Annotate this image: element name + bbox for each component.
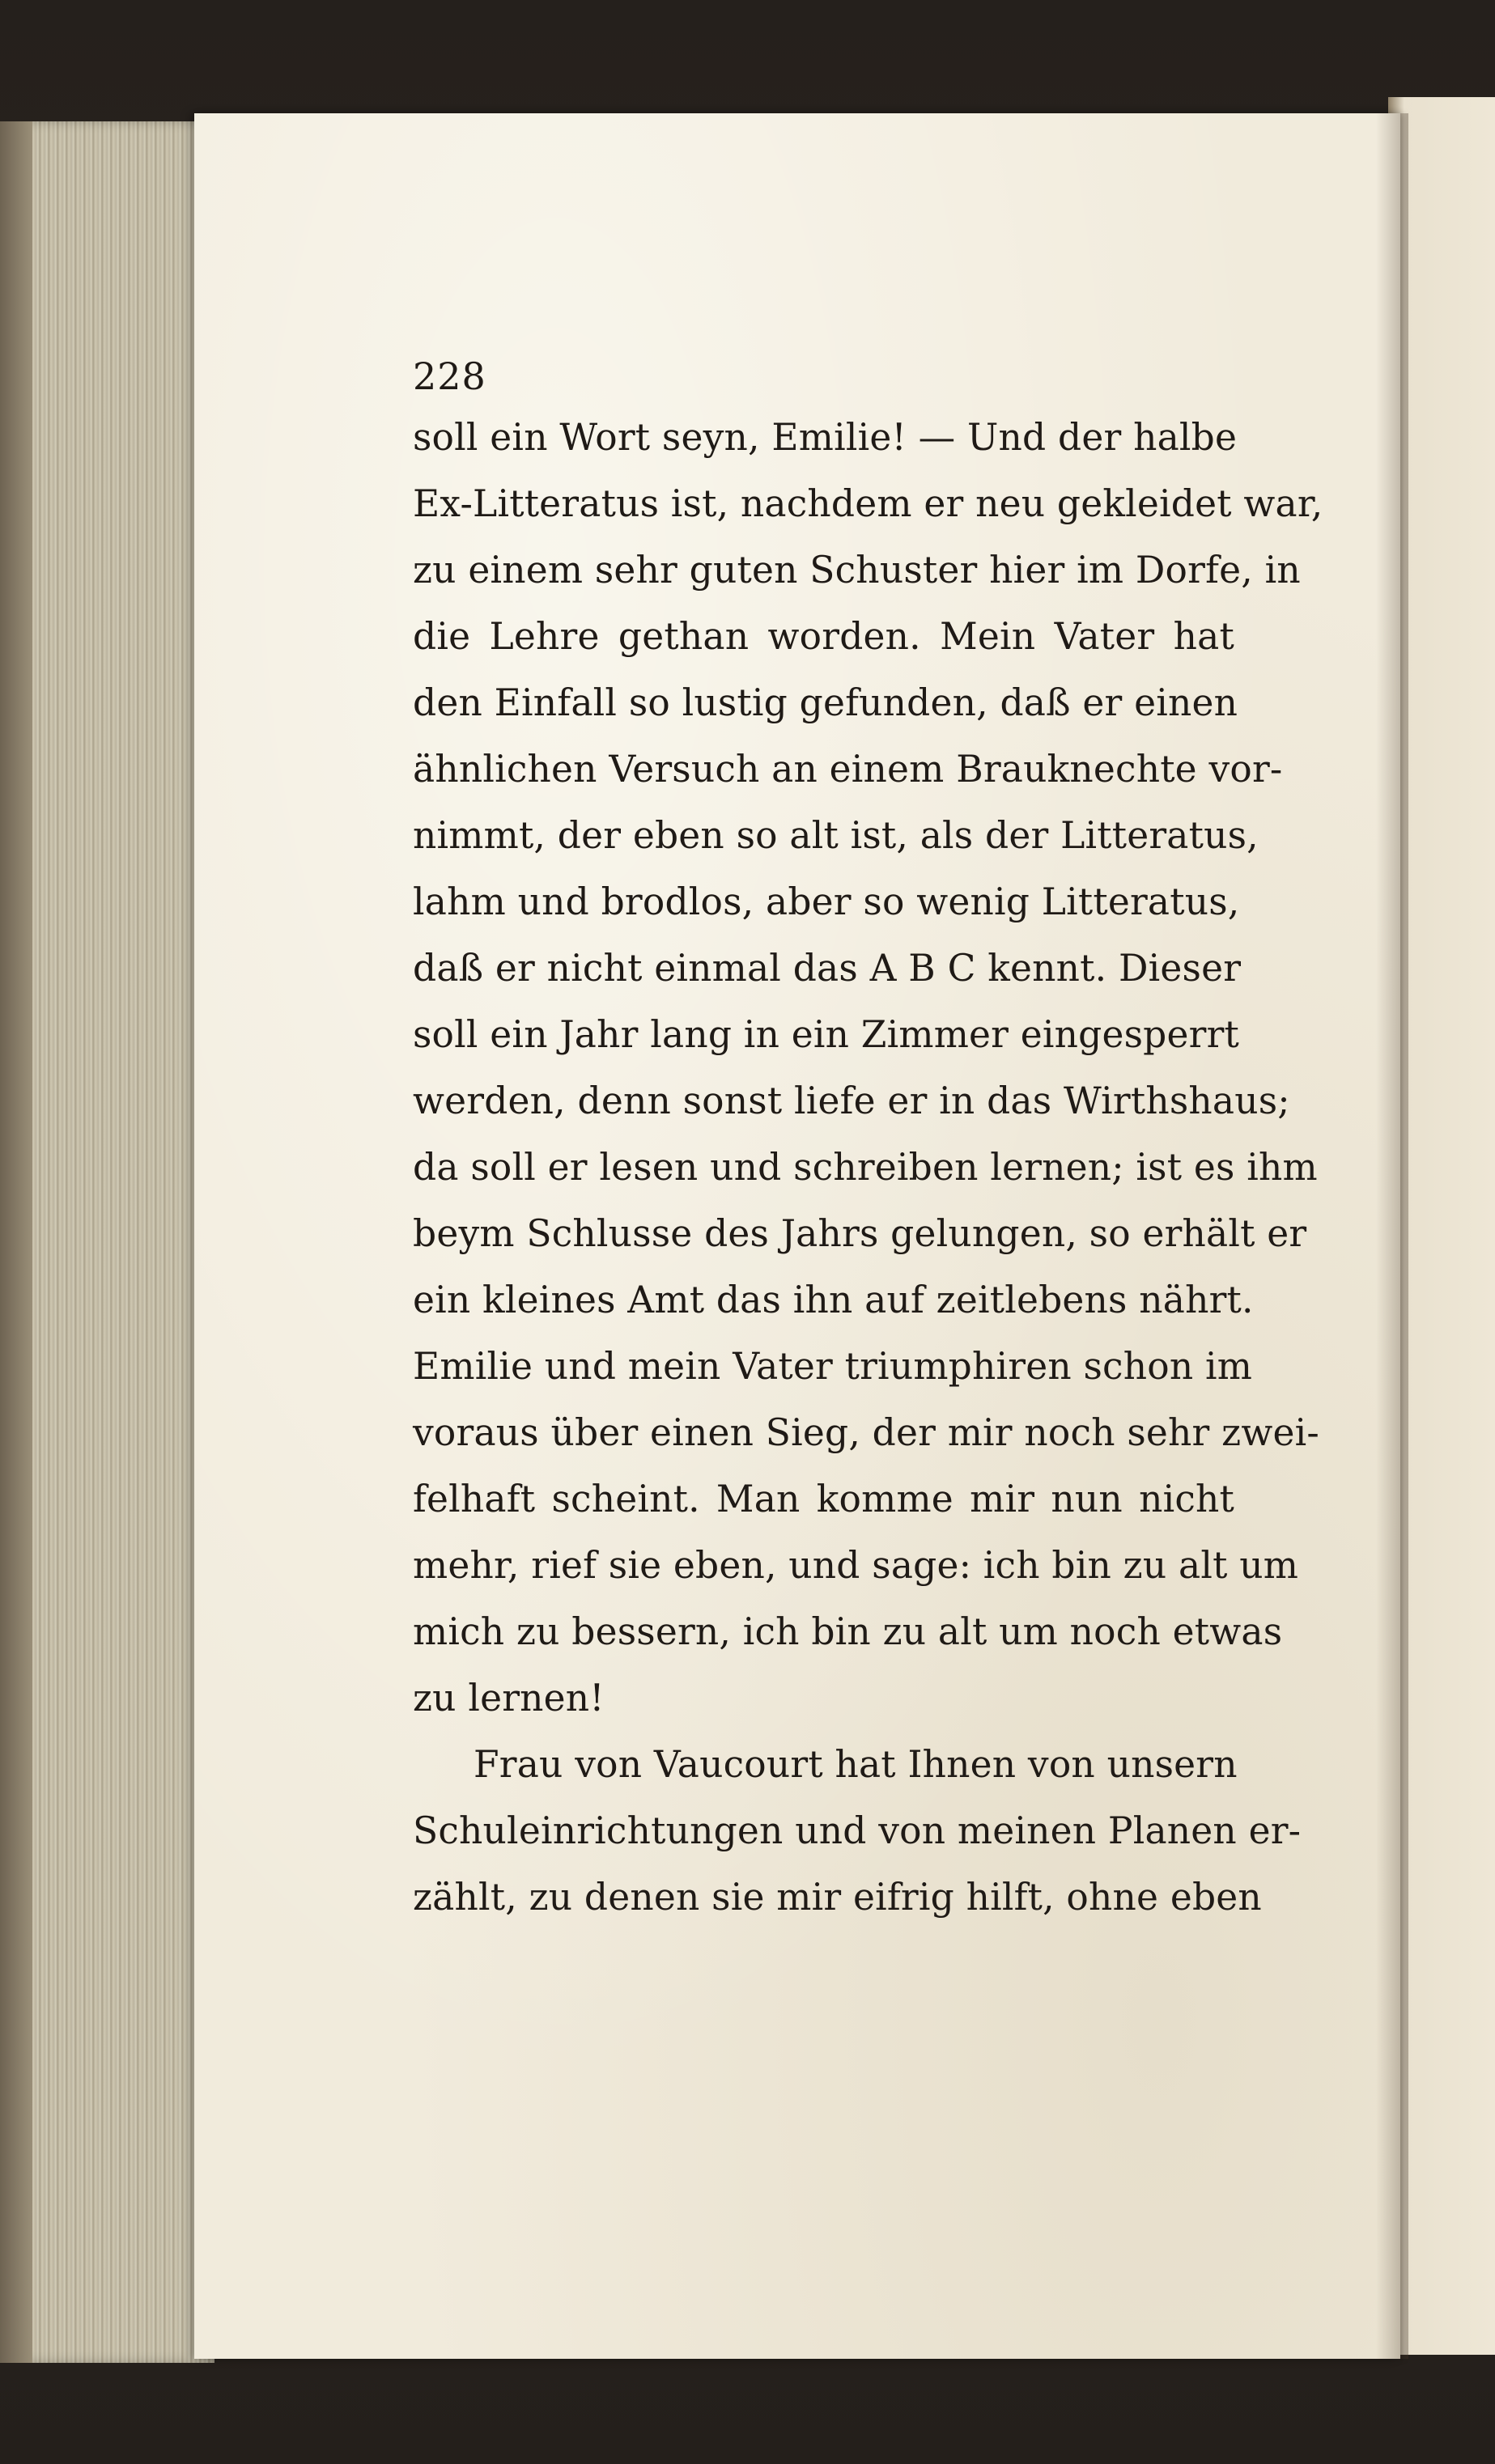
text-line: beym Schlusse des Jahrs gelungen, so erhält er — [413, 1212, 1307, 1255]
text-line: lahm und brodlos, aber so wenig Litteratus, — [413, 880, 1240, 923]
text-line: die Lehre gethan worden. Mein Vater hat — [413, 615, 1234, 658]
text-line: soll ein Wort seyn, Emilie! — Und der halbe — [413, 416, 1238, 459]
text-line: zu einem sehr guten Schuster hier im Dorfe, in — [413, 549, 1301, 592]
page-gutter-shadow — [1376, 113, 1408, 2359]
text-line: da soll er lesen und schreiben lernen; ist es ihm — [413, 1146, 1318, 1189]
text-line-paragraph-end: zu lernen! — [413, 1677, 605, 1720]
text-line: den Einfall so lustig gefunden, daß er einen — [413, 681, 1238, 724]
text-line: ähnlichen Versuch an einem Brauknechte vor- — [413, 748, 1283, 791]
text-line-paragraph-start: Frau von Vaucourt hat Ihnen von unsern — [474, 1743, 1238, 1786]
text-line: werden, denn sonst liefe er in das Wirthshaus; — [413, 1079, 1290, 1122]
text-line: nimmt, der eben so alt ist, als der Litteratus, — [413, 814, 1259, 857]
text-line: zählt, zu denen sie mir eifrig hilft, ohne eben — [413, 1876, 1262, 1919]
text-line: daß er nicht einmal das A B C kennt. Dieser — [413, 947, 1242, 990]
page-text-block — [413, 348, 1323, 1931]
text-line: Ex-Litteratus ist, nachdem er neu gekleidet war, — [413, 482, 1323, 525]
text-line: ein kleines Amt das ihn auf zeitlebens nährt. — [413, 1279, 1254, 1321]
page-number: 228 — [413, 354, 486, 398]
text-line: mehr, rief sie eben, und sage: ich bin zu alt um — [413, 1544, 1299, 1587]
book-cover-edge — [0, 121, 32, 2363]
text-line: Emilie und mein Vater triumphiren schon im — [413, 1345, 1253, 1388]
text-line: felhaft scheint. Man komme mir nun nicht — [413, 1478, 1234, 1520]
text-line: mich zu bessern, ich bin zu alt um noch etwas — [413, 1610, 1283, 1653]
text-line: soll ein Jahr lang in ein Zimmer eingesperrt — [413, 1013, 1239, 1056]
text-line: voraus über einen Sieg, der mir noch sehr zwei- — [413, 1411, 1319, 1454]
text-line: Schuleinrichtungen und von meinen Planen er- — [413, 1809, 1302, 1852]
